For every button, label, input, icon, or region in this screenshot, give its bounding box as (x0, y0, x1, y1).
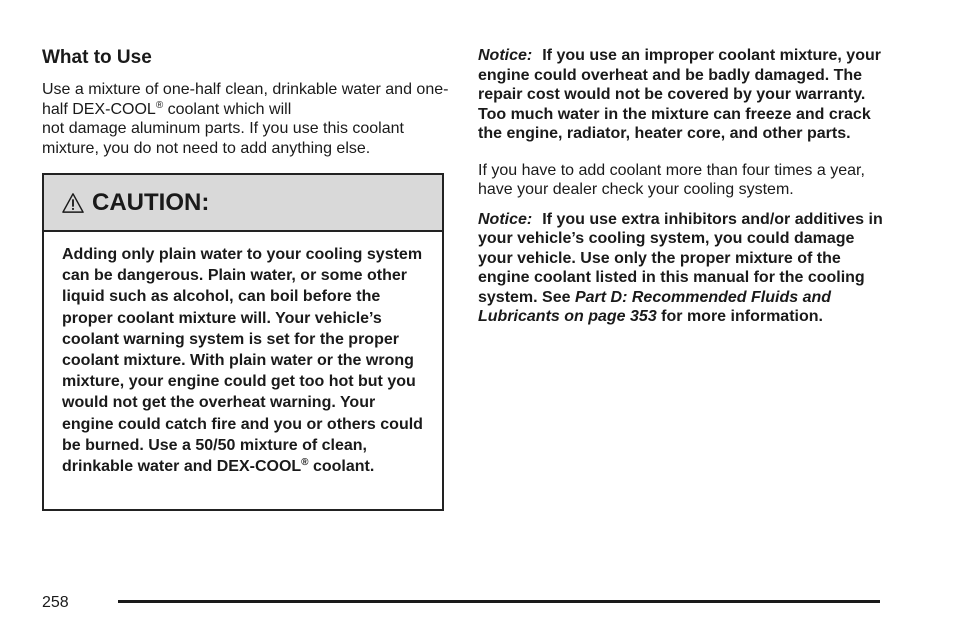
registered-mark: ® (301, 457, 309, 469)
warning-triangle-icon (62, 192, 84, 214)
caution-header (44, 175, 442, 232)
notice-2-text: If you use extra inhibitors and/or additives in your vehicle’s cooling system, you could damage your vehicle. Use only the proper mixture of the engine coolant listed in this manual for the cooling system. See (478, 210, 883, 306)
notice-label: Notice: (478, 47, 533, 64)
intro-text-3: not damage aluminum parts. If you use this coolant mixture, you do not need to add anything else. (42, 120, 404, 158)
caution-text (44, 232, 442, 477)
footer-rule (118, 600, 880, 603)
intro-text-1: Use a mixture of one-half clean, drinkable water and one-half DEX-COOL (42, 81, 449, 118)
caution-body: Adding only plain water to your cooling system can be dangerous. Plain water, or some other liquid such as alcohol, can boil before the proper coolant mixture will. Your vehicle’s coolant warning system is set for the proper coolant mixture. With plain water or the wrong mixture, your engine could get too hot but you would not get the overheat warning. Your engine could catch fire and you or others could be burned. Use a 50/50 mixture of clean, drinkable water and DEX-COOL (62, 246, 423, 476)
notice-label: Notice: (478, 210, 533, 228)
intro-paragraph (42, 80, 452, 159)
cross-reference: Part D: Recommended Fluids and Lubricants on page 353 (478, 288, 832, 325)
caution-box (42, 173, 444, 511)
page-number: 258 (42, 594, 69, 611)
intro-text-2: coolant which will (163, 100, 292, 118)
coolant-paragraph: If you have to add coolant more than four times a year, have your dealer check your cooling system. (478, 161, 865, 198)
notice-1 (478, 46, 888, 144)
caution-title: CAUTION: (92, 188, 210, 216)
notice-1-text: If you use an improper coolant mixture, your engine could overheat and be badly damaged. The repair cost would not be covered by your warranty. Too much water in the mixture can freeze and crack the engine, radiator, heater core, and other parts. (478, 47, 881, 142)
caution-body-end: coolant. (308, 458, 375, 476)
notice-2 (478, 210, 888, 327)
notice-2-end: for more information. (661, 308, 823, 325)
section-heading: What to Use (42, 47, 152, 68)
registered-mark: ® (155, 99, 164, 111)
right-column (478, 46, 888, 327)
